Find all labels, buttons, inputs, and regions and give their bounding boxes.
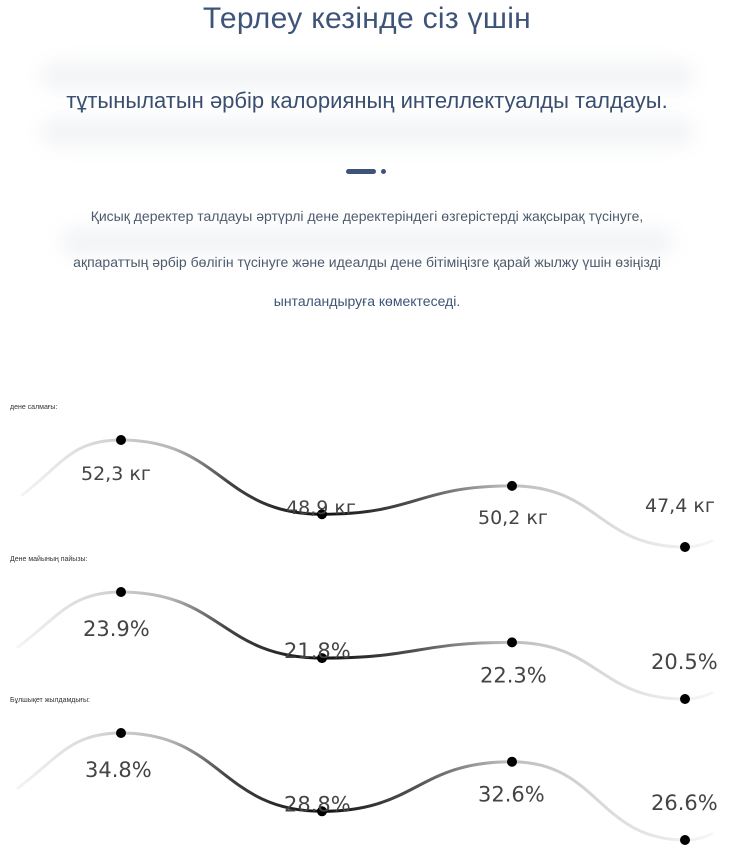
data-point [116, 728, 126, 738]
divider-dot [381, 169, 386, 174]
ghost-text-background [60, 228, 674, 256]
body-weight-chart [0, 404, 734, 554]
series-line [18, 733, 712, 840]
data-label: 22.3% [480, 663, 547, 688]
body-fat-curve [0, 556, 734, 706]
data-label: 48,9 кг [286, 497, 356, 520]
data-point [116, 435, 126, 445]
data-label: 23.9% [83, 617, 150, 641]
ghost-text-background [40, 62, 694, 90]
data-label: 20.5% [651, 650, 718, 674]
description-line-3: ынталандыруға көмектеседі. [273, 293, 461, 309]
data-label: 32.6% [478, 782, 545, 807]
data-point [507, 481, 517, 491]
data-label: 34.8% [85, 758, 152, 782]
data-point [507, 757, 517, 767]
muscle-rate-curve [0, 697, 734, 847]
body-weight-curve [0, 404, 734, 554]
series-line [18, 592, 712, 699]
data-point [680, 835, 690, 845]
description-line-1: Қисық деректер талдауы әртүрлі дене деректеріндегі өзгерістерді жақсырақ түсінуге, [90, 208, 644, 224]
page-subtitle: тұтынылатын әрбір калорияның интеллектуалды талдауы. [66, 88, 668, 113]
divider-dash [346, 169, 376, 174]
ghost-text-background [40, 118, 694, 146]
data-label: 47,4 кг [645, 495, 715, 517]
series-line [22, 440, 712, 547]
title-divider [346, 169, 390, 175]
data-point [680, 542, 690, 552]
chart-title: дене салмағы: [10, 404, 58, 411]
data-label: 21.8% [284, 639, 351, 664]
muscle-rate-chart [0, 697, 734, 847]
data-label: 26.6% [651, 791, 718, 815]
data-label: 52,3 кг [81, 463, 151, 485]
chart-title: Дене майының пайызы: [10, 556, 88, 563]
data-label: 50,2 кг [478, 506, 548, 529]
page-title: Терлеу кезінде сіз үшін [202, 2, 532, 35]
description-line-2: ақпараттың әрбір бөлігін түсінуге және идеалды дене бітіміңізге қарай жылжу үшін өзіңізді [73, 254, 661, 270]
chart-title: Бұлшықет жылдамдығы: [10, 697, 90, 704]
data-label: 28.8% [284, 792, 351, 817]
body-fat-chart [0, 556, 734, 706]
data-point [507, 637, 517, 647]
data-point [116, 587, 126, 597]
